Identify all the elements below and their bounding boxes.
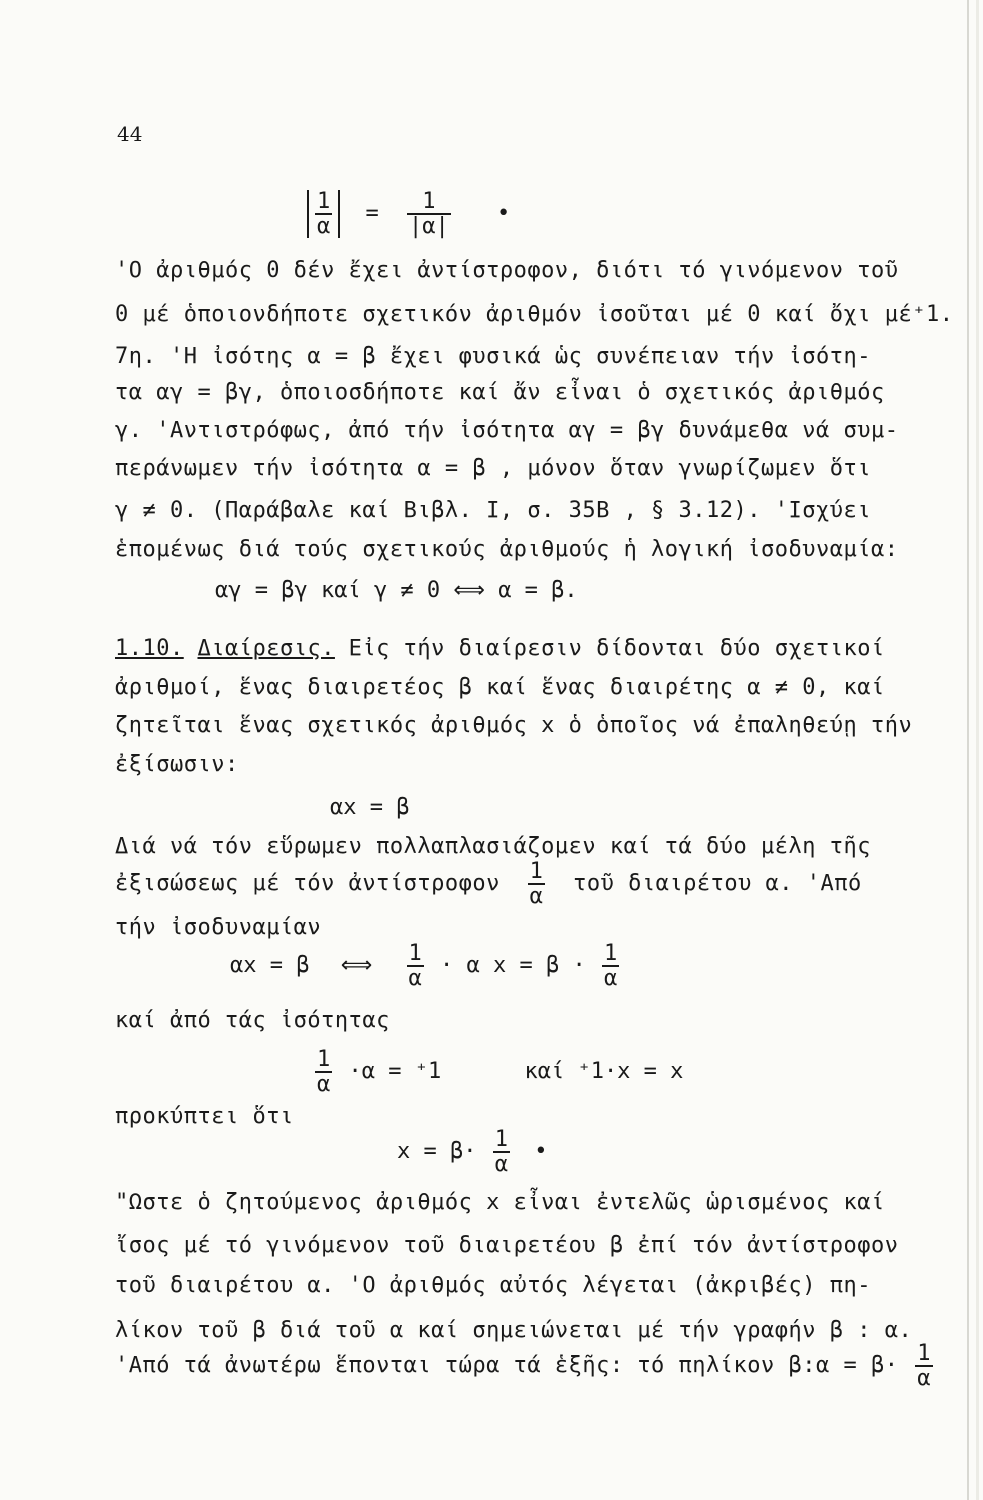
section-heading-line [115, 636, 885, 661]
equiv2-frac-right [602, 942, 619, 990]
rhs-fraction [407, 190, 451, 238]
section-line-rest: Εἰς τήν διαίρεσιν δίδονται δύο σχετικοί [334, 636, 885, 661]
page-edge-highlight [976, 0, 979, 1500]
frac-numerator: 1 [408, 941, 422, 966]
frac-denominator: α [603, 966, 618, 992]
frac-numerator: 1 [494, 1127, 508, 1152]
para1-line-5: γ. 'Αντιστρόφως, ἀπό τήν ἰσότητα αγ = βγ δυνάμεθα νά συμ- [115, 418, 899, 443]
frac-denominator: α [317, 1072, 331, 1098]
equals-sign: = [365, 201, 379, 227]
reciprocal-fraction [528, 860, 546, 908]
result-frac [493, 1128, 510, 1176]
result-formula [397, 1128, 547, 1176]
frac-numerator: 1 [917, 1341, 931, 1366]
para1-line-1: 'Ο ἀριθμός 0 δέν ἔχει ἀντίστροφον, διότι τό γινόμενον τοῦ [115, 258, 899, 283]
page-edge-shadow [967, 0, 969, 1500]
lhs-numerator: 1 [317, 189, 331, 214]
equiv2-lhs: αx = β [230, 953, 310, 979]
final-line-4: λίκον τοῦ β διά τοῦ α καί σημειώνεται μέ τήν γραφήν β : α. [115, 1318, 913, 1343]
formula-dot: • [497, 201, 511, 227]
section-line-3: ζητεῖται ἕνας σχετικός ἀριθμός x ὁ ὁποῖος νά ἐπαληθεύῃ τήν [115, 713, 913, 738]
lhs-fraction [315, 190, 332, 238]
identity-b: καί ⁺1·x = x [524, 1059, 684, 1085]
section-line-4: ἐξίσωσιν: [115, 752, 239, 777]
para1-line-8: ἑπομένως διά τούς σχετικούς ἀριθμούς ἡ λογική ἰσοδυναμία: [115, 537, 899, 562]
frac-denominator: α [529, 884, 544, 910]
abs-bars [307, 190, 340, 238]
para1-line-2: 0 μέ ὁποιονδήποτε σχετικόν ἀριθμόν ἰσοῦται μέ 0 καί ὄχι μέ⁺1. [115, 302, 954, 327]
frac-denominator: α [408, 966, 422, 992]
result-dot: • [534, 1139, 548, 1165]
line-exisoseos [115, 860, 862, 908]
equation-ax-beta: αx = β [330, 795, 410, 820]
equiv2-frac-left [407, 942, 424, 990]
final-line-2: ἴσος μέ τό γινόμενον τοῦ διαιρετέου β ἐπί τόν ἀντίστροφον [115, 1233, 899, 1258]
equivalence-line: αγ = βγ καί γ ≠ 0 ⟺ α = β. [215, 578, 578, 603]
identity-frac [315, 1048, 332, 1096]
equiv2-arrow: ⟺ [340, 953, 373, 979]
final-line-1: "Ωστε ὁ ζητούμενος ἀριθμός x εἶναι ἐντελῶς ὡρισμένος καί [115, 1190, 885, 1215]
equivalence-multiplied [230, 942, 622, 990]
last-line-text: 'Από τά ἀνωτέρω ἕπονται τώρα τά ἑξῆς: τό πηλίκον β:α = β· [115, 1353, 899, 1379]
section-number: 1.10. [115, 636, 184, 661]
line-prokyptei: προκύπτει ὅτι [115, 1104, 294, 1129]
last-line-frac [915, 1342, 933, 1390]
line-dia: Διά νά τόν εὕρωμεν πολλαπλασιάζομεν καί τά δύο μέλη τῆς [115, 834, 871, 859]
identity-a: ·α = ⁺1 [348, 1059, 442, 1085]
abs-reciprocal-formula [307, 190, 510, 238]
result-lhs: x = β· [397, 1139, 477, 1165]
frac-numerator: 1 [603, 941, 618, 966]
line-isodynamian: τήν ἰσοδυναμίαν [115, 915, 322, 940]
identities-line [312, 1048, 683, 1096]
line-kai-apo: καί ἀπό τάς ἰσότητας [115, 1008, 390, 1033]
line-exis-part-b: τοῦ διαιρέτου α. 'Από [573, 871, 862, 897]
para1-line-4: τα αγ = βγ, ὁποιοσδήποτε καί ἄν εἶναι ὁ σχετικός ἀριθμός [115, 380, 885, 405]
para1-line-3: 7η. 'Η ἰσότης α = β ἔχει φυσικά ὡς συνέπειαν τήν ἰσότη- [115, 344, 871, 369]
frac-denominator: α [494, 1152, 508, 1178]
section-title: Διαίρεσις. [197, 636, 335, 661]
rhs-numerator: 1 [407, 190, 451, 215]
last-line [115, 1342, 936, 1390]
line-exis-part-a: ἐξισώσεως μέ τόν ἀντίστροφον [115, 871, 500, 897]
para1-line-7: γ ≠ 0. (Παράβαλε καί Βιβλ. Ι, σ. 35Β , § 3.12). 'Ισχύει [115, 498, 871, 523]
frac-numerator: 1 [317, 1047, 331, 1072]
section-line-2: ἀριθμοί, ἕνας διαιρετέος β καί ἕνας διαιρέτης α ≠ 0, καί [115, 675, 885, 700]
rhs-denominator: |α| [409, 214, 449, 240]
frac-denominator: α [917, 1366, 931, 1392]
frac-numerator: 1 [529, 859, 544, 884]
para1-line-6: περάνωμεν τήν ἰσότητα α = β , μόνον ὅταν γνωρίζωμεν ὅτι [115, 456, 871, 481]
lhs-denominator: α [317, 214, 331, 240]
page-number: 44 [117, 122, 143, 146]
equiv2-middle: · α x = β · [440, 953, 586, 979]
final-line-3: τοῦ διαιρέτου α. 'Ο ἀριθμός αὐτός λέγεται (ἀκριβές) πη- [115, 1273, 871, 1298]
